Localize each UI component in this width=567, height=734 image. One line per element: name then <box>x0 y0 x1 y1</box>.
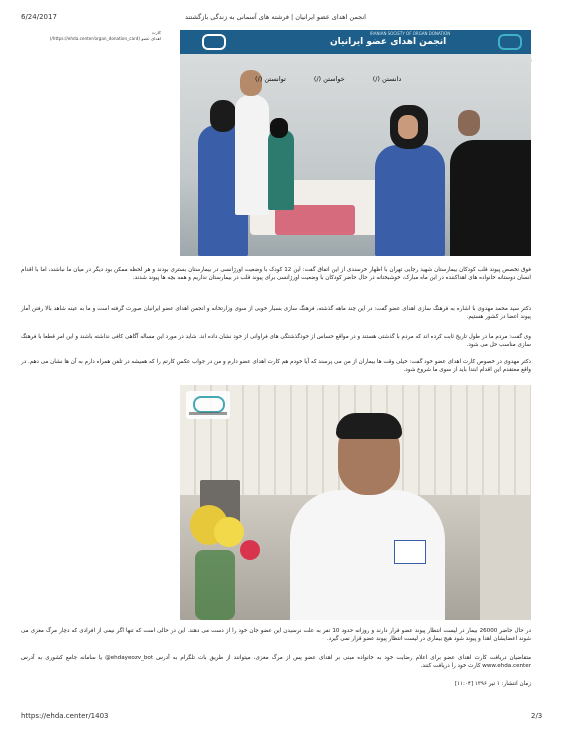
ehda-logo-small-icon <box>202 34 226 50</box>
print-date: 6/24/2017 <box>21 13 57 21</box>
watermark-logo-icon <box>186 391 230 419</box>
footer-url[interactable]: https://ehda.center/1403 <box>21 712 109 720</box>
banner-latin: IRANIAN SOCIETY OF ORGAN DONATION <box>370 31 451 36</box>
ward-photo <box>180 30 531 256</box>
paragraph-6: متقاضیان دریافت کارت اهدای عضو برای اعلام رضایت خود به خانواده مبنی بر اهدای عضو پس از مرگ مغزی، میتوانند از طریق بات تلگرام به آدرس ehdayeozv_bot@ یا سامانه جامع کشوری به آدرس www.ehda.center کارت خود را دریافت کنند. <box>21 655 531 670</box>
banner-farsi: انجمن اهدای عضو ایرانیان <box>330 37 447 47</box>
nav-item-want[interactable]: خواستن (/) <box>313 75 345 83</box>
paragraph-2: دکتر سید محمد مهدوی با اشاره به فرهنگ سازی اهدای عضو گفت: در این چند ماهه گذشته، فرهنگ سازی بسیار خوبی از سوی وزارتخانه و انجمن اهدای عضو ایرانیان صورت گرفته است و ما به عینه شاهد بالا رفتن آمار پیوند اعضا در کشور هستیم. <box>21 306 531 321</box>
doctor-photo <box>180 385 531 620</box>
site-banner <box>180 30 531 54</box>
donation-card-link[interactable] <box>21 30 161 42</box>
card-line-2: اهدای عضو (https://ehda.center/organ_donation_card/) <box>49 36 161 41</box>
main-nav <box>255 75 401 83</box>
paragraph-4: دکتر مهدوی در خصوص کارت اهدای عضو خود گفت: خیلی وقت ها بیماران از من می پرسند که آیا خودم هم کارت اهدای عضو دارم و من در جواب عکس کارتم را که همیشه در تلفن همراه دارم به آن ها نشان می دهم. در واقع معتقدم این اقدام ابتدا باید از سوی ما شروع شود. <box>21 359 531 374</box>
page-number: 2/3 <box>531 712 543 720</box>
page-title: انجمن اهدای عضو ایرانیان | فرشته های آسمانی به زندگی بازگشتند <box>185 13 366 21</box>
card-line-1: کارت <box>151 30 161 35</box>
paragraph-5: در حال حاضر 26000 بیمار در لیست انتظار پیوند عضو قرار دارند و روزانه حدود 10 نفر به علت نرسیدن این عضو جان خود را از دست می دهند. این در حالی است که تنها اگر نیمی از افرادی که دچار مرگ مغزی می شوند اعضایشان اهدا و پیوند شود هیچ بیماری در لیست انتظار پیوند عضو قرار نمی گیرد. <box>21 628 531 643</box>
nav-item-know[interactable]: دانستن (/) <box>372 75 402 83</box>
paragraph-1: فوق تخصص پیوند قلب کودکان بیمارستان شهید رجایی تهران با اظهار خرسندی از این اتفاق گفت: این 12 کودک با وضعیت اورژانسی در بیمارستان بستری بودند و هر لحظه ممکن بود دیگر در میان ما نباشند، اما با اقدام انسان دوستانه خانواده های اهداکننده در این ماه مبارک، خوشبختانه در حال حاضر کودکان با وضعیت اورژانسی برای پیوند قلب در بیمارستان نداریم و همه بچه ها پیوند شدند. <box>21 267 531 282</box>
nav-item-can[interactable]: توانستن (/) <box>255 75 286 83</box>
publish-time: زمان انتشار: ۱ تیر ۱۳۹۶ [۱۱:۰۴] <box>454 681 531 687</box>
ehda-logo-icon <box>498 34 522 50</box>
paragraph-3: وی گفت: مردم ما در طول تاریخ ثابت کرده اند که مردم با گذشتی هستند و در مواقع حساس از خودگذشتگی های فراوانی از خود نشان داده اند. شاید در مورد این مساله آگاهی کافی نداشته باشند و این امر قطعا با فرهنگ سازی مناسب حل می شود. <box>21 334 531 349</box>
